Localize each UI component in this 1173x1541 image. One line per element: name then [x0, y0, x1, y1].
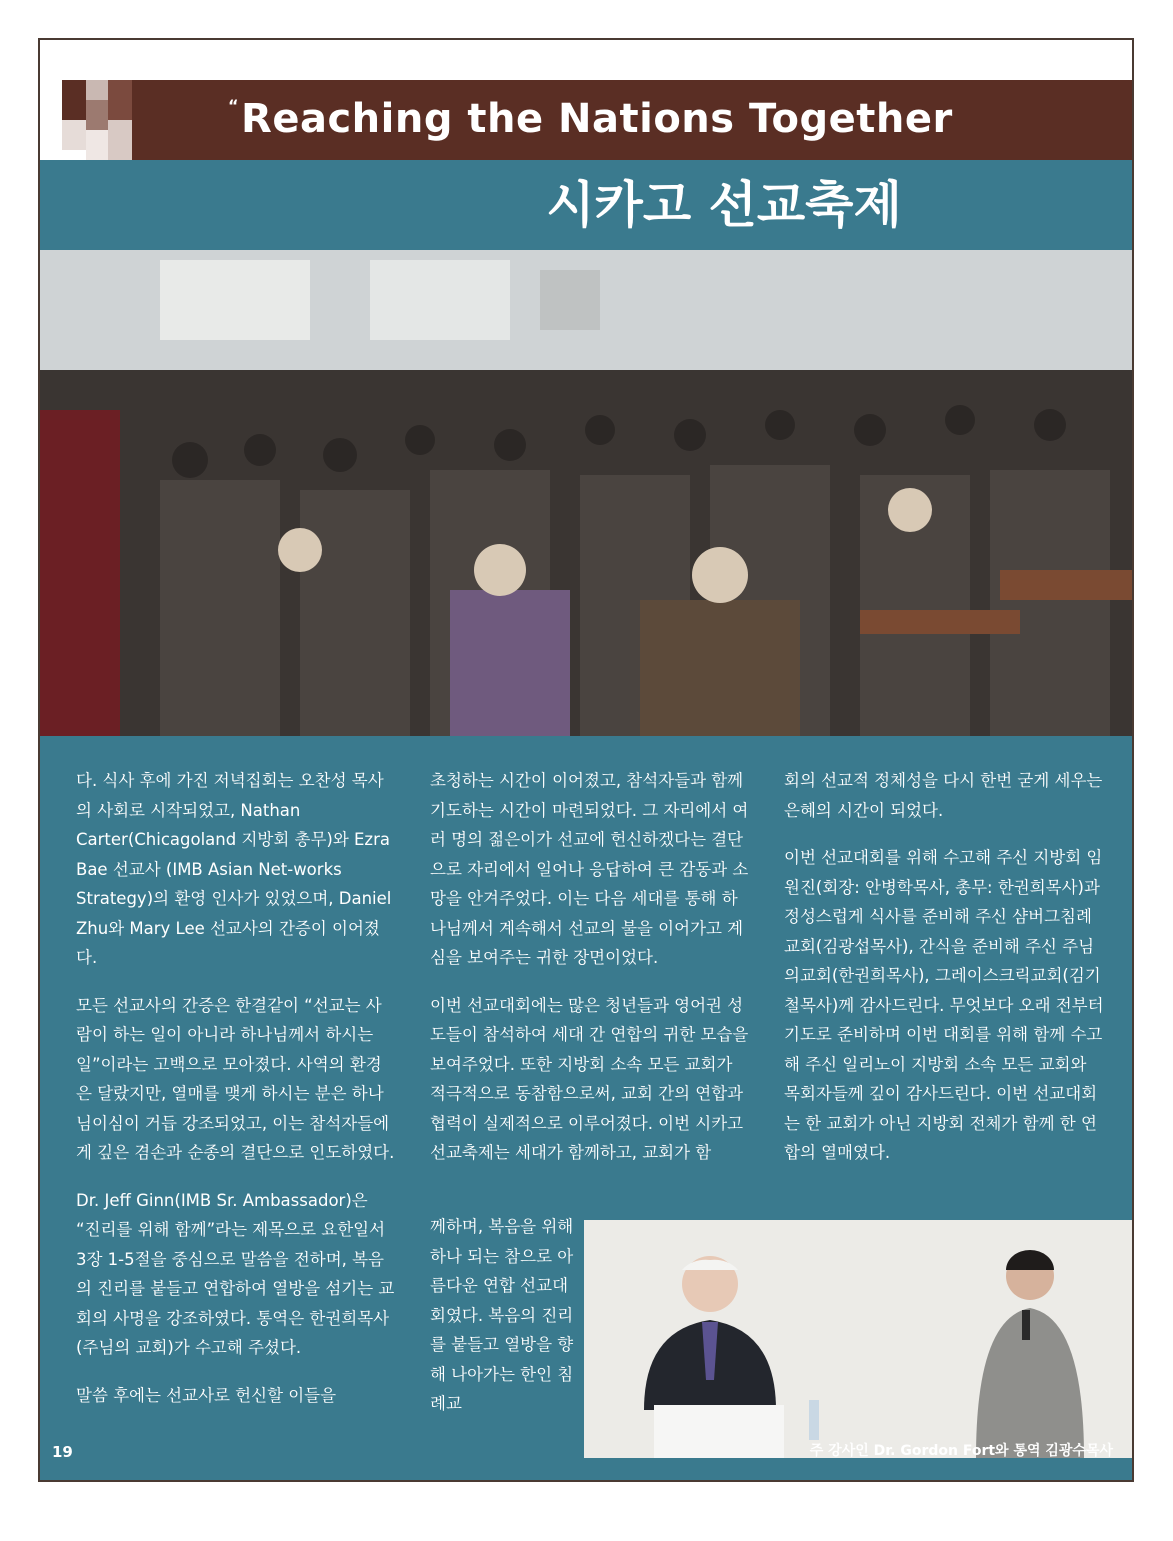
article-column-3: [784, 766, 1104, 1186]
speaker-photo: [584, 1220, 1132, 1458]
page-title: 시카고 선교축제: [546, 176, 902, 234]
paragraph: 이번 선교대회를 위해 수고해 주신 지방회 임원진(회장: 안병학목사, 총무: 한권희목사)과 정성스럽게 식사를 준비해 주신 샴버그침례교회(김광섭목사), 간식을 준비해 주신 주님의교회(한권희목사), 그레이스크릭교회(김기철목사)께 감사드린다. 무엇보다 오래 전부터 기도로 준비하며 이번 대회를 위해 함께 수고해 주신 일리노이 지방회 소속 모든 교회와 목회자들께 깊이 감사드린다. 이번 선교대회는 한 교회가 아닌 지방회 전체가 함께 한 연합의 열매였다.: [784, 848, 1104, 1162]
photo-caption: 주 강사인 Dr. Gordon Fort와 통역 김광수목사: [809, 1443, 1113, 1459]
headline-text: Reaching the Nations Together: [241, 96, 953, 142]
main-photo: [40, 250, 1132, 736]
paragraph: 다. 식사 후에 가진 저녁집회는 오찬성 목사의 사회로 시작되었고, Nathan Carter(Chicagoland 지방회 총무)와 Ezra Bae 선교사 (IMB Asian Net-works Strategy)의 환영 인사가 있었으며, Daniel Zhu와 Mary Lee 선교사의 간증이 이어졌다.: [76, 771, 392, 967]
paragraph: Dr. Jeff Ginn(IMB Sr. Ambassador)은 “진리를 위해 함께”라는 제목으로 요한일서 3장 1-5절을 중심으로 말씀을 전하며, 복음의 진리를 붙들고 연합하여 열방을 섬기는 교회의 사명을 강조하였다. 통역은 한권희목사(주님의 교회)가 수고해 주셨다.: [76, 1190, 395, 1357]
speakers-illustration: [584, 1220, 1132, 1458]
paragraph: 회의 선교적 정체성을 다시 한번 굳게 세우는 은혜의 시간이 되었다.: [784, 771, 1103, 820]
headline: [228, 96, 953, 142]
congregation-illustration: [40, 250, 1132, 736]
article-column-1: [76, 766, 396, 1428]
headline-quote: “: [228, 96, 240, 115]
page-number: 19: [52, 1443, 73, 1461]
paragraph: 모든 선교사의 간증은 한결같이 “선교는 사람이 하는 일이 아니라 하나님께서 하시는 일”이라는 고백으로 모아졌다. 사역의 환경은 달랐지만, 열매를 맺게 하시는 분은 하나님이심이 거듭 강조되었고, 이는 참석자들에게 깊은 겸손과 순종의 결단으로 인도하였다.: [76, 995, 395, 1162]
paragraph: 초청하는 시간이 이어졌고, 참석자들과 함께 기도하는 시간이 마련되었다. 그 자리에서 여러 명의 젊은이가 선교에 헌신하겠다는 결단으로 자리에서 일어나 응답하여 큰 감동과 소망을 안겨주었다. 이는 다음 세대를 통해 하나님께서 계속해서 선교의 불을 이어가고 계심을 보여주는 귀한 장면이었다.: [430, 771, 749, 967]
paragraph: 이번 선교대회에는 많은 청년들과 영어권 성도들이 참석하여 세대 간 연합의 귀한 모습을 보여주었다. 또한 지방회 소속 모든 교회가 적극적으로 동참함으로써, 교회 간의 연합과 협력이 실제적으로 이루어졌다. 이번 시카고 선교축제는 세대가 함께하고, 교회가 함: [430, 995, 749, 1162]
paragraph: 말씀 후에는 선교사로 헌신할 이들을: [76, 1385, 337, 1405]
article-column-2-continued: 께하며, 복음을 위해 하나 되는 참으로 아름다운 연합 선교대회였다. 복음의 진리를 붙들고 열방을 향해 나아가는 한인 침례교: [430, 1217, 574, 1413]
article-column-2: [430, 766, 750, 1186]
